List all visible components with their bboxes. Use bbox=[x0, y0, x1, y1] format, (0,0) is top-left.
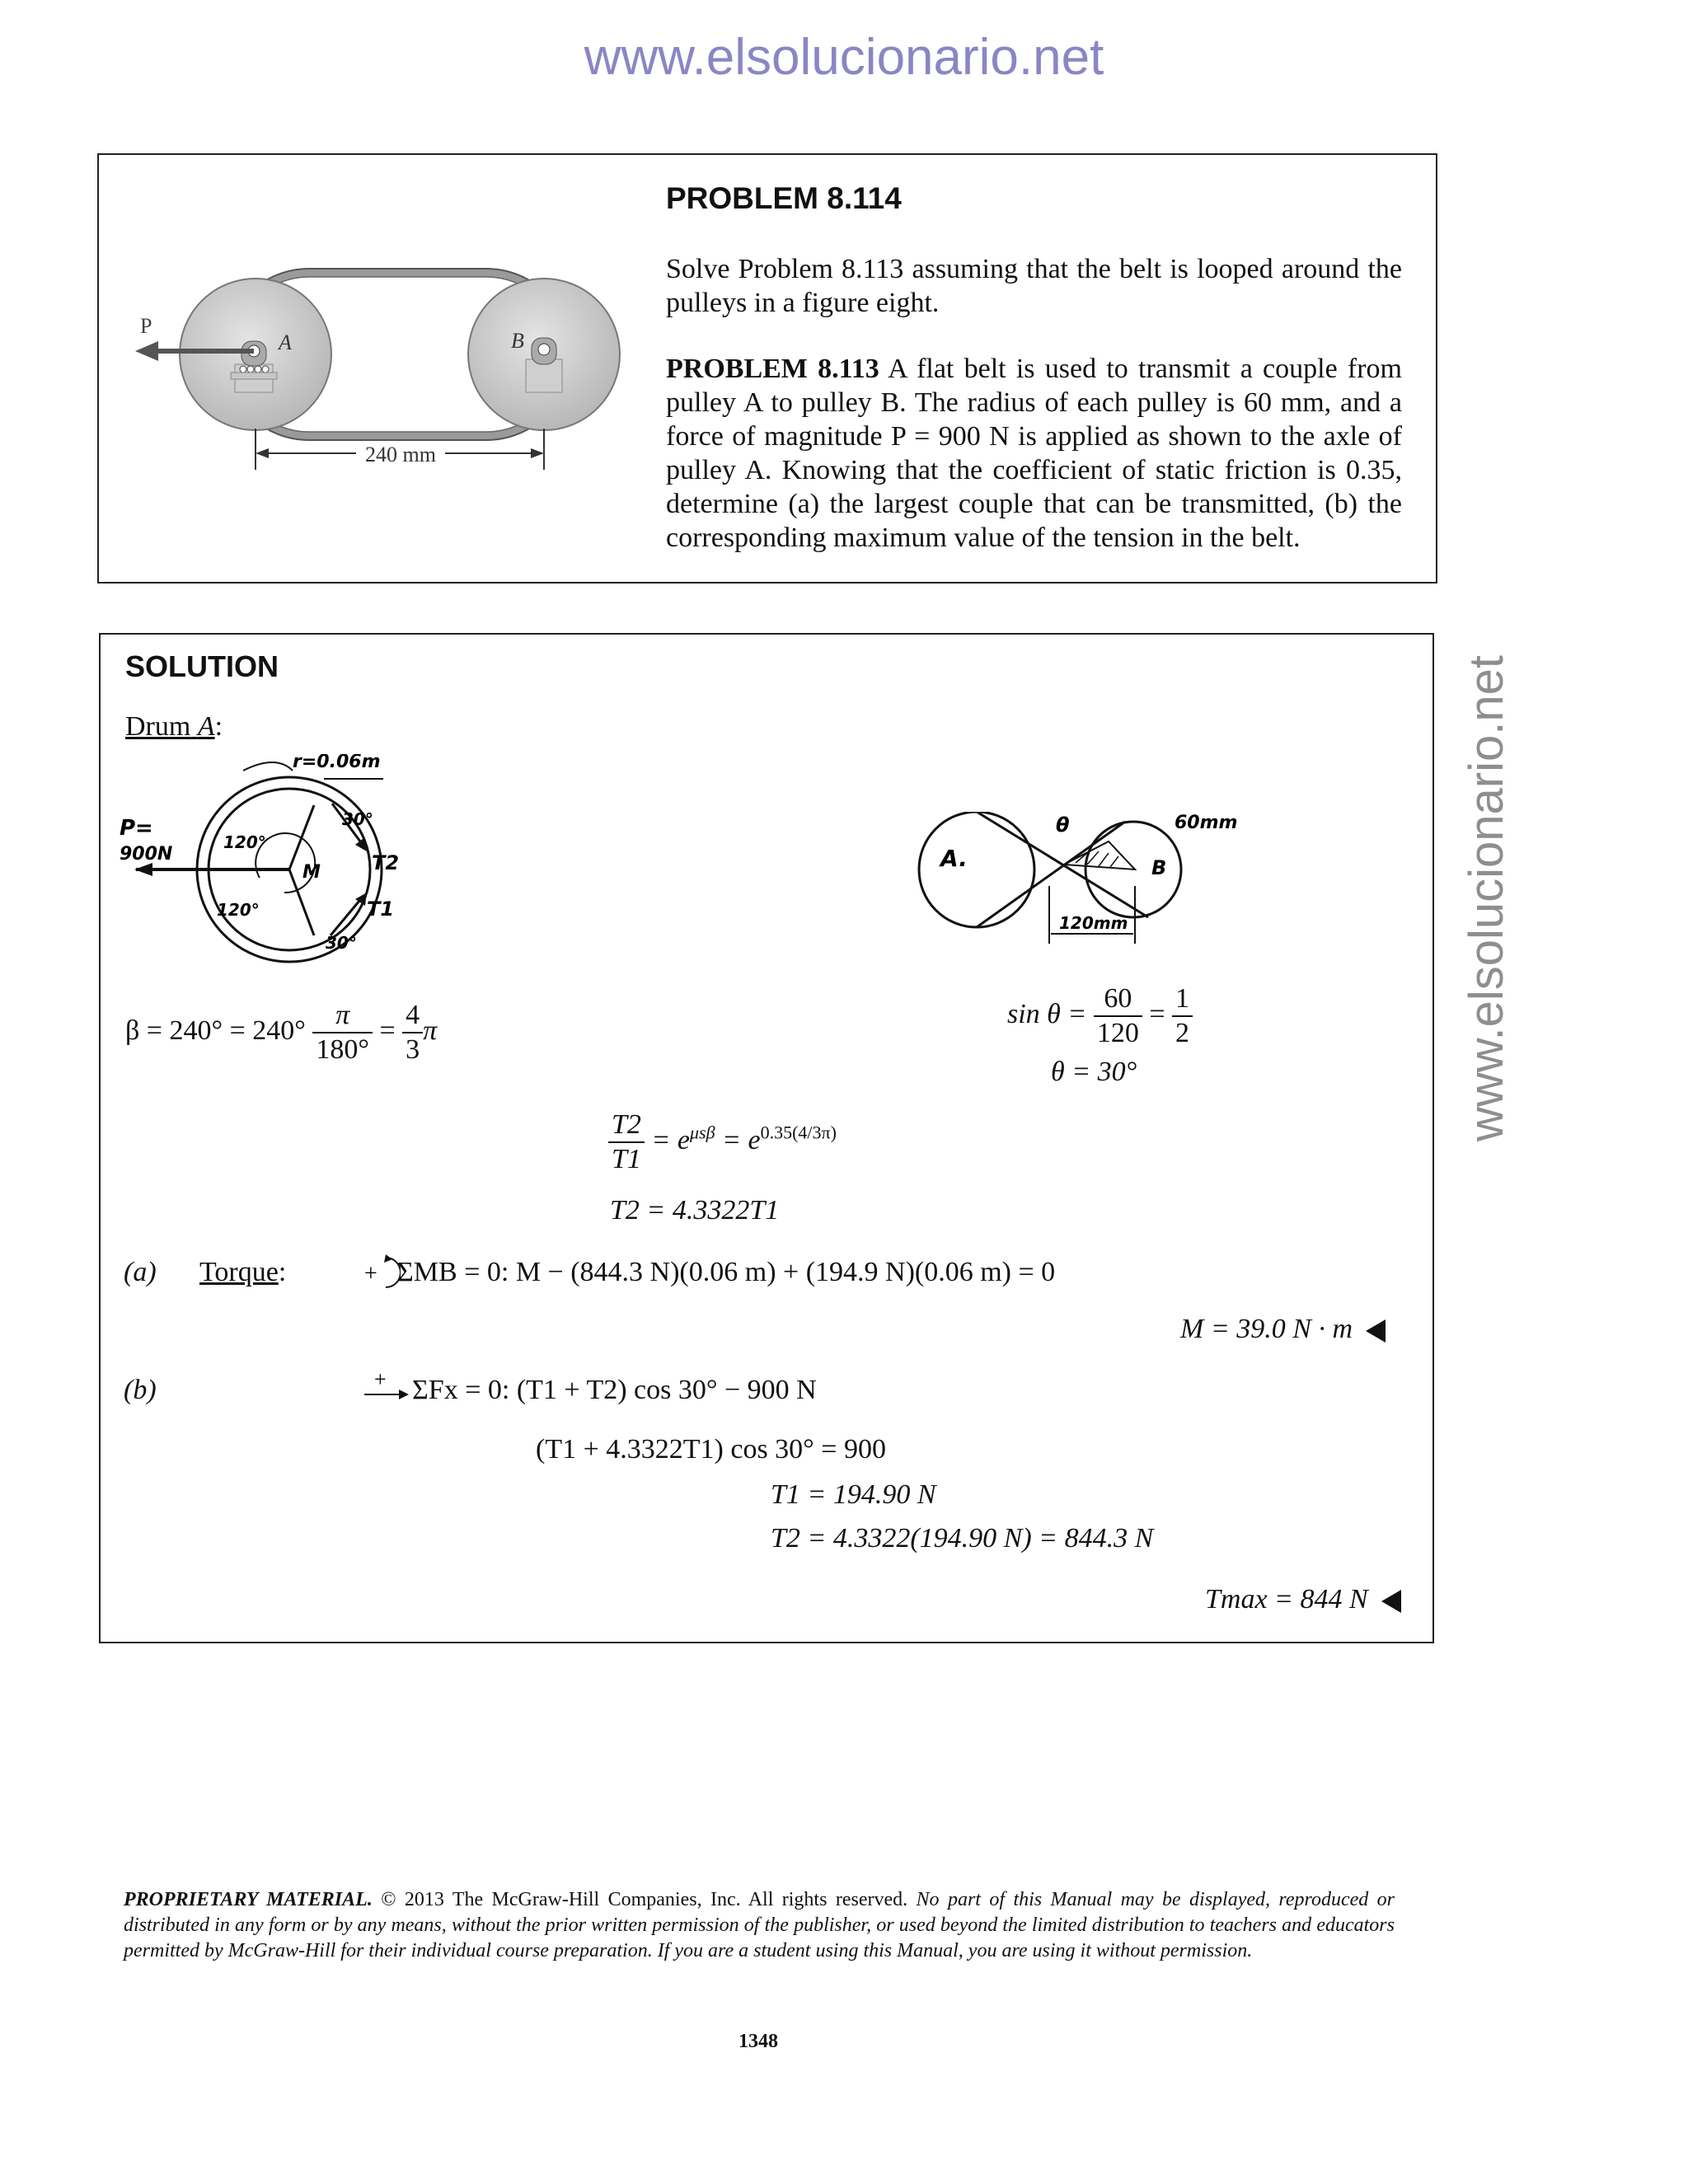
sin-den2: 2 bbox=[1175, 1018, 1190, 1048]
part-b-label: (b) bbox=[124, 1375, 157, 1405]
page-number: 1348 bbox=[738, 2031, 778, 2052]
beta-num: π bbox=[312, 999, 373, 1033]
pulley-b-label: B bbox=[511, 329, 524, 353]
ratio-mid: = e bbox=[651, 1124, 690, 1155]
drum-sketch bbox=[120, 754, 449, 968]
footer-text: No part of this Manual may be displayed, reproduced or distributed in any form or by any means, without the prior written permission of the publisher, or used beyond the limited distribution to teachers and educators permitted by McGraw-Hill for their individual course preparation. If you are a student using this Manual, you are using it without permission. bbox=[124, 1889, 1395, 1961]
watermark-side[interactable]: www.elsolucionario.net bbox=[1460, 655, 1513, 1141]
answer-b bbox=[1205, 1584, 1401, 1615]
answer-marker-icon bbox=[1381, 1590, 1401, 1613]
sin-num2: 1 bbox=[1172, 982, 1193, 1017]
t1-label: T1 bbox=[367, 898, 395, 921]
dimension-label: 240 mm bbox=[365, 443, 436, 466]
pulley-figure bbox=[124, 255, 651, 478]
answer-a bbox=[1180, 1314, 1386, 1345]
beta-eq2: = bbox=[379, 1015, 396, 1046]
sin-lhs: sin θ = bbox=[1007, 998, 1087, 1029]
torque-label: Torque: bbox=[199, 1257, 287, 1287]
watermark-top[interactable]: www.elsolucionario.net bbox=[584, 29, 1104, 86]
problem-title: PROBLEM 8.114 bbox=[666, 181, 902, 215]
ratio-mid2: = e bbox=[722, 1124, 761, 1155]
footer-copyright: © 2013 The McGraw-Hill Companies, Inc. All rights reserved. bbox=[381, 1889, 908, 1910]
force-sign-icon bbox=[363, 1370, 410, 1403]
angle-bottom: 120° bbox=[217, 900, 260, 920]
answer-marker-icon bbox=[1366, 1319, 1386, 1343]
t1-result: T1 = 194.90 N bbox=[771, 1479, 936, 1510]
svg-text:+: + bbox=[374, 1370, 387, 1391]
angle-30-bottom: 30° bbox=[326, 933, 357, 953]
drum-text: Drum bbox=[125, 711, 191, 742]
pulley-a-label: A bbox=[279, 330, 292, 354]
footer-label: PROPRIETARY MATERIAL. bbox=[124, 1889, 373, 1910]
force-equation: ΣFx = 0: (T1 + T2) cos 30° − 900 N bbox=[412, 1375, 817, 1405]
beta-lhs: β = 240° = 240° bbox=[125, 1015, 306, 1046]
footer-notice bbox=[124, 1887, 1395, 1964]
ratio-den: T1 bbox=[612, 1144, 641, 1174]
moment-sign-icon bbox=[363, 1253, 401, 1292]
angle-top: 120° bbox=[223, 832, 266, 852]
theta-label: θ bbox=[1056, 813, 1070, 837]
m-label: M bbox=[302, 862, 321, 883]
part-a-label: (a) bbox=[124, 1257, 157, 1287]
pulley-a-sketch-label: A. bbox=[940, 845, 968, 872]
beta-num2: 4 bbox=[402, 999, 423, 1033]
beta-den: 180° bbox=[316, 1034, 369, 1065]
reference-text: A flat belt is used to transmit a couple from pulley A to pulley B. The radius of each pulley is 60 mm, and a force of magnitude P = 900 N is applied as shown to the axle of pulley A. Knowing that the coefficient of static friction is 0.35, determine (a) the largest couple that can be transmitted, (b) the corresponding maximum value of the tension in the belt. bbox=[666, 354, 1402, 553]
sum-equation: (T1 + 4.3322T1) cos 30° = 900 bbox=[536, 1434, 886, 1465]
pulley-b-sketch-label: B bbox=[1151, 856, 1167, 879]
sin-den: 120 bbox=[1096, 1018, 1139, 1048]
t2-result: T2 = 4.3322(194.90 N) = 844.3 N bbox=[771, 1523, 1154, 1554]
t2-equation: T2 = 4.3322T1 bbox=[610, 1195, 780, 1226]
radius-60-label: 60mm bbox=[1175, 813, 1238, 833]
p-label: P= bbox=[120, 816, 153, 841]
angle-30-top: 30° bbox=[342, 809, 373, 829]
torque-text: Torque bbox=[199, 1257, 279, 1287]
problem-statement: Solve Problem 8.113 assuming that the belt is looped around the pulleys in a figure eight. bbox=[666, 254, 1402, 318]
answer-b-text: Tmax = 844 N bbox=[1205, 1584, 1368, 1615]
moment-equation: ΣMB = 0: M − (844.3 N)(0.06 m) + (194.9 N)(0.06 m) = 0 bbox=[397, 1257, 1056, 1287]
p-value: 900N bbox=[120, 844, 173, 865]
ratio-equation bbox=[608, 1108, 837, 1176]
force-label: P bbox=[140, 314, 152, 338]
beta-equation bbox=[125, 999, 437, 1066]
solution-title: SOLUTION bbox=[125, 649, 279, 683]
ratio-sup2: 0.35(4/3π) bbox=[760, 1122, 837, 1143]
radius-note: r=0.06m bbox=[293, 754, 381, 772]
sin-num: 60 bbox=[1094, 982, 1142, 1017]
reference-problem bbox=[666, 352, 1402, 555]
sin-equation: sin θ = $\frac{60}{120}$ = $\frac{1}{2}$ bbox=[1007, 982, 1193, 1050]
answer-a-text: M = 39.0 N · m bbox=[1180, 1314, 1353, 1344]
beta-tail: π bbox=[423, 1015, 438, 1046]
ratio-sup1: μsβ bbox=[689, 1122, 715, 1143]
dim-120-label: 120mm bbox=[1059, 913, 1128, 933]
ratio-num: T2 bbox=[608, 1108, 645, 1143]
figure-eight-sketch bbox=[911, 812, 1257, 977]
drum-label: Drum A: bbox=[125, 711, 223, 742]
beta-den2: 3 bbox=[406, 1034, 420, 1065]
reference-label: PROBLEM 8.113 bbox=[666, 354, 879, 384]
svg-text:+: + bbox=[364, 1261, 377, 1286]
theta-equation: θ = 30° bbox=[1051, 1057, 1137, 1087]
drum-var: A bbox=[197, 711, 215, 742]
t2-label: T2 bbox=[372, 851, 400, 874]
